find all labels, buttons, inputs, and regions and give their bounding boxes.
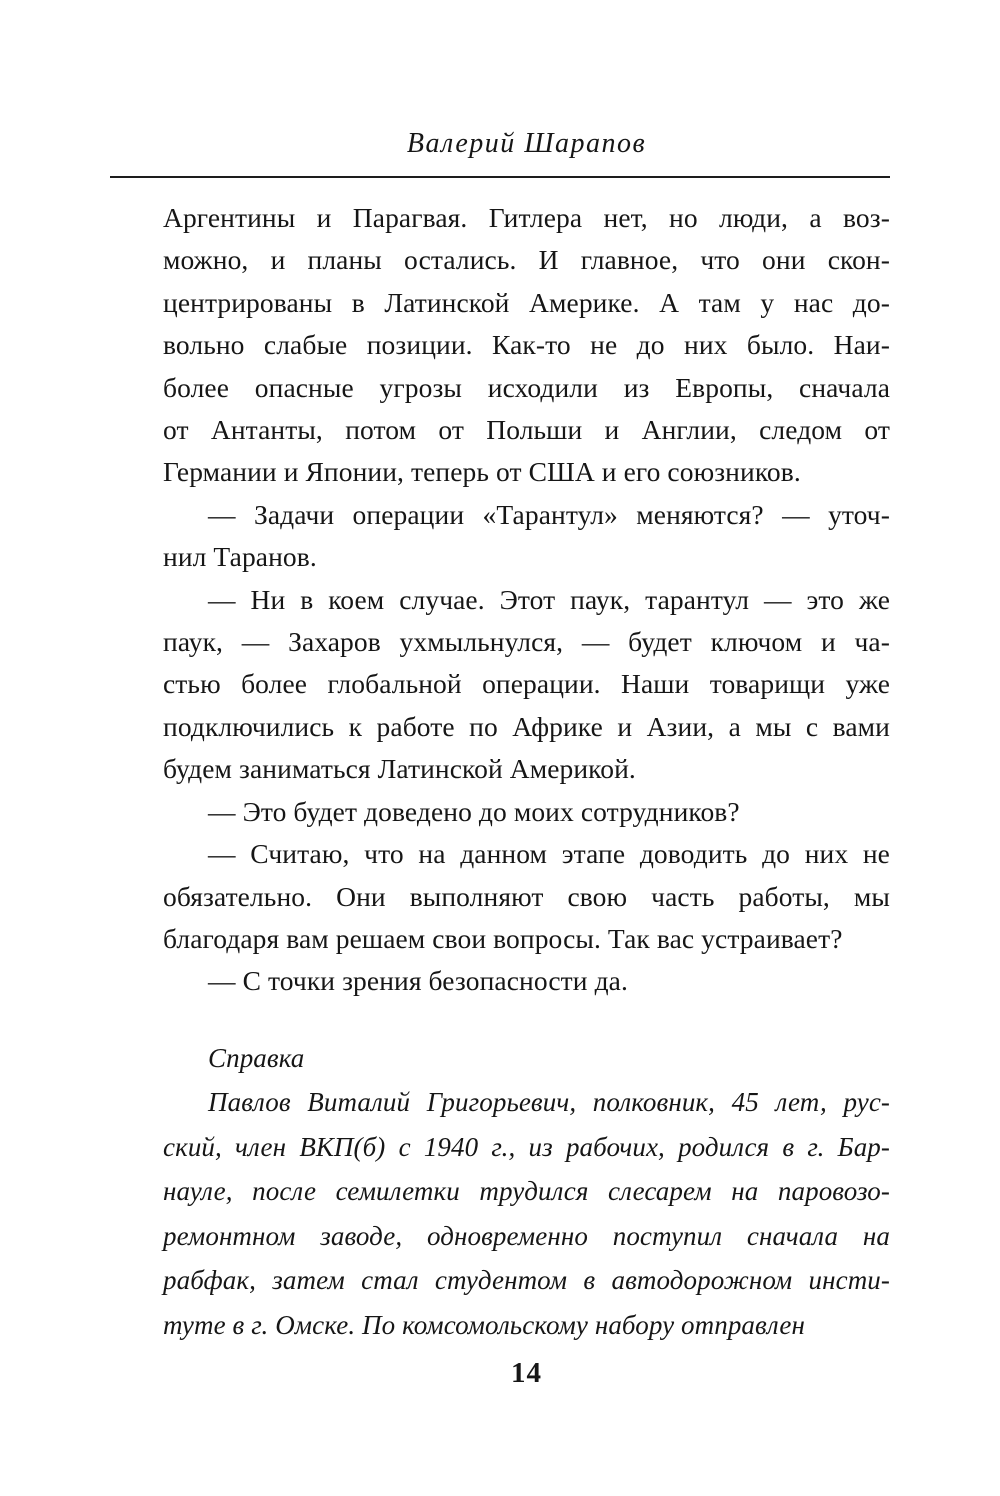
header-rule (110, 176, 890, 178)
paragraph (163, 579, 890, 791)
paragraph (163, 494, 890, 579)
text-line: — Считаю, что на данном этапе доводить до них не (208, 838, 890, 870)
paragraph (163, 791, 890, 833)
text-line: Германии и Японии, теперь от США и его союзников. (163, 456, 801, 488)
text-line: рабфак, затем стал студентом в автодорожном инсти- (163, 1265, 890, 1296)
text-line: Павлов Виталий Григорьевич, полковник, 45 лет, рус- (208, 1087, 890, 1118)
text-block (163, 197, 890, 1347)
running-head-author: Валерий Шарапов (406, 128, 647, 159)
text-line: ский, член ВКП(б) с 1940 г., из рабочих, родился в г. Бар- (163, 1131, 890, 1162)
paragraph (163, 833, 890, 960)
text-line: — Ни в коем случае. Этот паук, тарантул — это же (208, 583, 890, 615)
text-line: вольно слабые позиции. Как-то не до них было. Наи- (163, 329, 890, 361)
text-line: туте в г. Омске. По комсомольскому набору отправлен (163, 1309, 805, 1340)
text-line: благодаря вам решаем свои вопросы. Так вас устраивает? (163, 922, 843, 954)
paragraph (163, 1080, 890, 1347)
text-line: — С точки зрения безопасности да. (208, 965, 628, 997)
text-line: Аргентины и Парагвая. Гитлера нет, но люди, а воз- (163, 202, 890, 233)
text-line: стью более глобальной операции. Наши товарищи уже (163, 668, 890, 700)
text-line: от Антанты, потом от Польши и Англии, следом от (163, 414, 890, 446)
text-line: науле, после семилетки трудился слесарем на паровозо- (163, 1176, 890, 1207)
paragraph (163, 197, 890, 494)
text-line: центрированы в Латинской Америке. А там у нас до- (163, 286, 890, 318)
section-heading (163, 1036, 890, 1081)
text-line: будем заниматься Латинской Америкой. (163, 753, 636, 785)
paragraph (163, 960, 890, 1002)
text-line: обязательно. Они выполняют свою часть работы, мы (163, 880, 890, 912)
text-line: подключились к работе по Африке и Азии, а мы с вами (163, 710, 890, 742)
text-line: более опасные угрозы исходили из Европы, сначала (163, 371, 890, 403)
page-number: 14 (511, 1357, 542, 1390)
text-line: — Это будет доведено до моих сотрудников? (208, 795, 740, 827)
text-line: Справка (208, 1042, 305, 1073)
text-line: нил Таранов. (163, 541, 317, 573)
text-line: ремонтном заводе, одновременно поступил сначала на (163, 1220, 890, 1251)
text-line: паук, — Захаров ухмыльнулся, — будет ключом и ча- (163, 626, 890, 658)
text-line: — Задачи операции «Тарантул» меняются? — уточ- (208, 498, 890, 530)
text-line: можно, и планы остались. И главное, что они скон- (163, 244, 890, 276)
